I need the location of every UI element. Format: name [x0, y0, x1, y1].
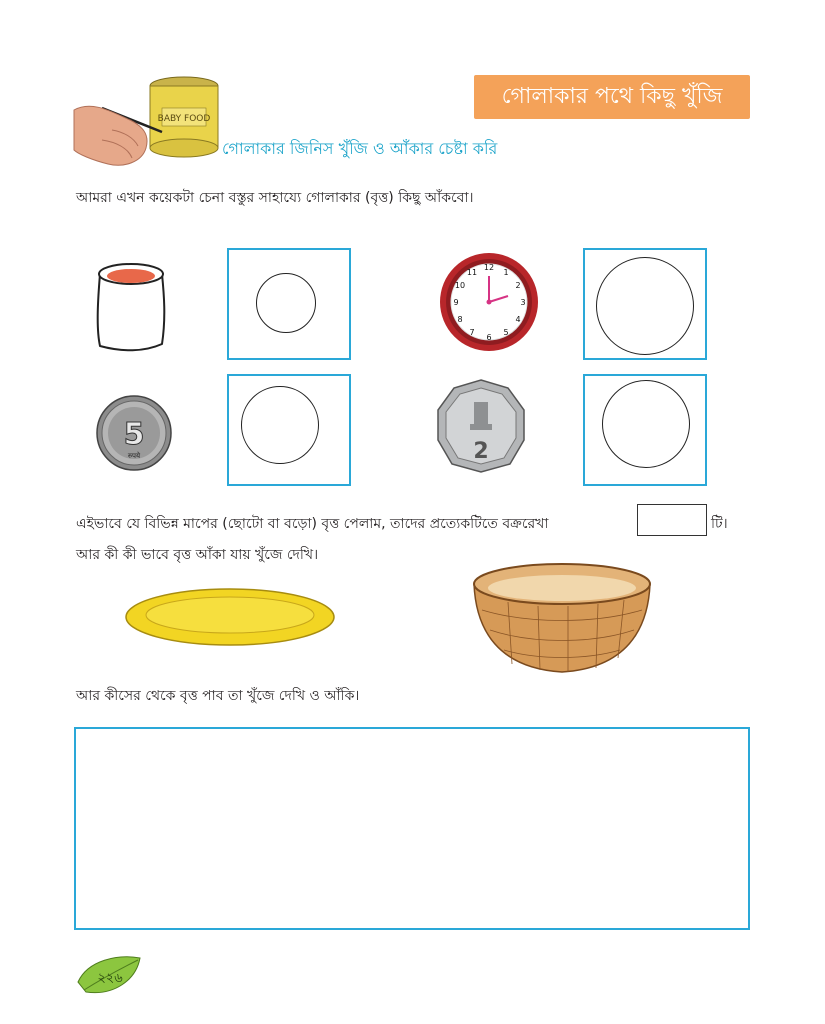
coin-five-word: रुपये	[127, 452, 141, 460]
two-rupee-coin-icon	[434, 378, 528, 474]
clock-number: 3	[520, 298, 526, 307]
clock-icon	[436, 250, 542, 354]
coin-five-numeral: 5	[123, 417, 145, 452]
yellow-plate-icon	[122, 584, 338, 650]
drawing-area[interactable]	[74, 727, 750, 930]
clock-number: 5	[503, 328, 509, 337]
medium-circle-drawing	[241, 386, 319, 464]
intro-text: আমরা এখন কয়েকটা চেনা বস্তুর সাহায্যে গোলাকার (বৃত্ত) কিছু আঁকবো।	[76, 190, 474, 206]
curve-count-question: এইভাবে যে বিভিন্ন মাপের (ছোটো বা বড়ো) বৃত্ত পেলাম, তাদের প্রত্যেকটিতে বক্ররেখা	[76, 516, 549, 532]
clock-number: 1	[503, 268, 509, 277]
chapter-title-banner: গোলাকার পথে কিছু খুঁজি	[474, 75, 750, 119]
clock-number: 10	[454, 281, 466, 290]
clock-number: 8	[457, 315, 463, 324]
glass-circle-box	[227, 248, 351, 360]
medium-large-circle-drawing	[602, 380, 690, 468]
explore-text: আর কী কী ভাবে বৃত্ত আঁকা যায় খুঁজে দেখি।	[76, 547, 319, 563]
clock-number: 11	[466, 268, 478, 277]
coin-five-circle-box	[227, 374, 351, 486]
coin-two-numeral: 2	[473, 439, 489, 464]
clock-number: 12	[483, 263, 495, 272]
clock-circle-box	[583, 248, 707, 360]
five-rupee-coin-icon	[94, 394, 174, 472]
clock-number: 7	[469, 328, 475, 337]
large-circle-drawing	[596, 257, 694, 355]
woven-basket-icon	[468, 560, 656, 678]
leaf-page-number-icon	[74, 950, 146, 998]
clock-number: 6	[486, 333, 492, 342]
clock-number: 4	[515, 315, 521, 324]
hand-drawing-can-illustration	[72, 70, 222, 175]
clock-number: 9	[453, 298, 459, 307]
glass-icon	[92, 258, 168, 354]
page-number: ২২৬	[97, 971, 123, 986]
answer-box[interactable]	[637, 504, 707, 536]
small-circle-drawing	[256, 273, 316, 333]
clock-number: 2	[515, 281, 521, 290]
coin-two-circle-box	[583, 374, 707, 486]
can-label: BABY FOOD	[157, 114, 211, 124]
section-subtitle: গোলাকার জিনিস খুঁজি ও আঁকার চেষ্টা করি	[222, 139, 498, 158]
find-and-draw-text: আর কীসের থেকে বৃত্ত পাব তা খুঁজে দেখি ও আঁকি।	[76, 688, 360, 704]
curve-count-suffix: টি।	[711, 516, 728, 532]
